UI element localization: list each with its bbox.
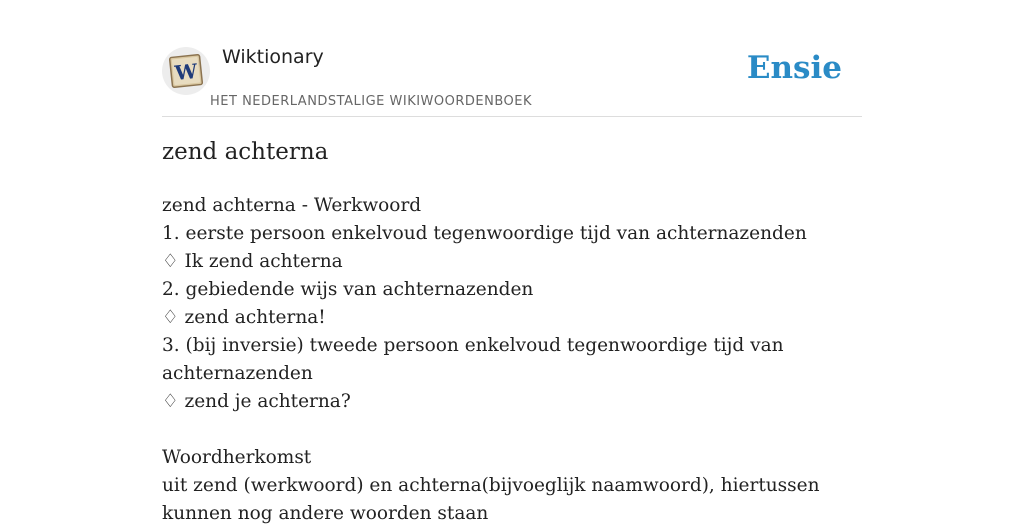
entry-heading-line: zend achterna - Werkwoord xyxy=(162,195,422,216)
definition-line: 3. (bij inversie) tweede persoon enkelvoud tegenwoordige tijd van achternazenden xyxy=(162,335,784,384)
entry-content xyxy=(162,192,852,528)
example-line: ♢ zend je achterna? xyxy=(162,391,351,412)
ensie-brand-link[interactable]: Ensie xyxy=(746,50,842,86)
definition-line: 1. eerste persoon enkelvoud tegenwoordige tijd van achternazenden xyxy=(162,223,807,244)
page-container xyxy=(162,0,862,524)
example-line: ♢ Ik zend achterna xyxy=(162,251,343,272)
site-tagline: HET NEDERLANDSTALIGE WIKIWOORDENBOEK xyxy=(210,94,533,109)
definition-line: 2. gebiedende wijs van achternazenden xyxy=(162,279,534,300)
spacer xyxy=(162,416,852,444)
example-line: ♢ zend achterna! xyxy=(162,307,326,328)
site-header xyxy=(162,0,862,117)
etymology-text: uit zend (werkwoord) en achterna(bijvoeglijk naamwoord), hiertussen kunnen nog andere woorden staan xyxy=(162,475,820,524)
wiktionary-logo[interactable] xyxy=(162,47,210,95)
etymology-heading: Woordherkomst xyxy=(162,447,312,468)
page-title: zend achterna xyxy=(162,139,329,165)
wiktionary-tile-icon xyxy=(167,52,205,90)
site-name[interactable]: Wiktionary xyxy=(222,46,324,68)
logo-letter: W xyxy=(173,58,199,86)
